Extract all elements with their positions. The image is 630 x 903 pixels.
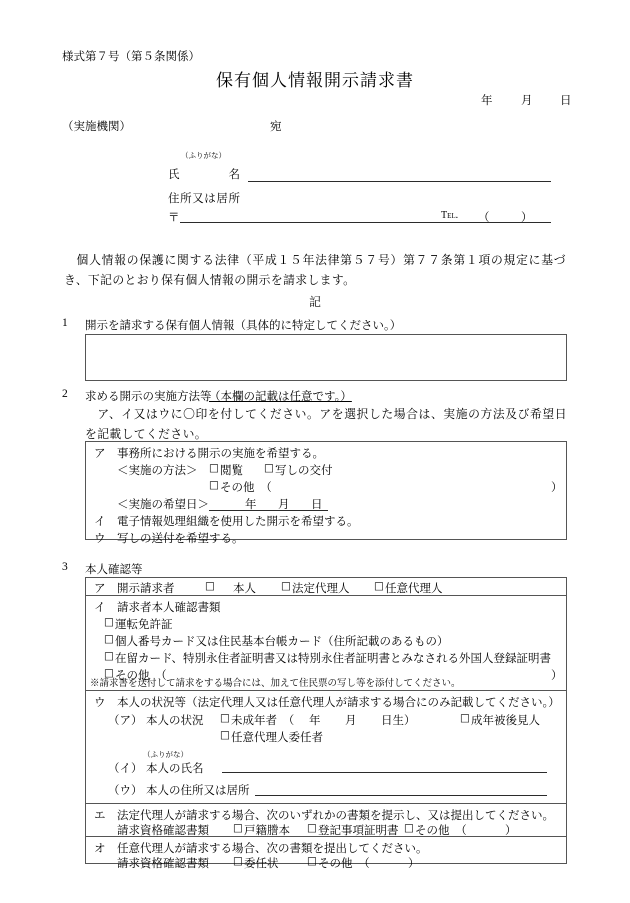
row-o-other-label: その他 （ (318, 858, 370, 870)
name-furigana-label: （ふりがな） (181, 151, 226, 160)
section2-instruction: ア、イ又はウに〇印を付してください。アを選択した場合は、実施の方法及び希望日を記載してください。 (85, 407, 567, 441)
doc-other-close: ） (551, 670, 563, 682)
power-of-attorney-label: 委任状 (244, 858, 279, 870)
sub-u-label: 本人の住所又は居所 (146, 785, 250, 797)
agency-suffix: 宛 (270, 121, 282, 133)
desired-date-label: ＜実施の希望日＞ (117, 499, 209, 511)
doc-residence-card-label: 在留カード、特別永住者証明書又は特別永住者証明書とみなされる外国人登録証明書 (115, 653, 551, 665)
row-o-docs-label: 請求資格確認書類 (117, 858, 209, 870)
checkbox-mynumber-card[interactable]: □ (104, 633, 114, 645)
opt-legal-label: 法定代理人 (292, 583, 350, 595)
sub-a-marker: （ア） (108, 715, 143, 727)
method-other-label: その他 （ (220, 482, 272, 494)
date-month-label: 月 (521, 95, 533, 107)
form-number: 様式第７号（第５条関係） (62, 51, 200, 63)
date-year-label: 年 (481, 95, 493, 107)
page-title: 保有個人情報開示請求書 (216, 71, 414, 90)
sub-u-marker: （ウ） (108, 785, 143, 797)
checkbox-family-register[interactable]: □ (233, 822, 243, 834)
section3-divider-3 (85, 803, 567, 804)
checkbox-copy[interactable]: □ (264, 462, 274, 474)
checkbox-method-other[interactable]: □ (209, 479, 219, 491)
registry-cert-label: 登記事項証明書 (318, 825, 399, 837)
section3-divider-2 (85, 690, 567, 691)
checkbox-delegator[interactable]: □ (220, 729, 230, 741)
checkbox-registry-cert[interactable]: □ (307, 822, 317, 834)
section3-heading: 本人確認等 (85, 564, 143, 576)
legal-statement: 個人情報の保護に関する法律（平成１５年法律第５７号）第７７条第１項の規定に基づき、下記のとおり保有個人情報の開示を請求します。 (64, 253, 566, 287)
section2-number: 2 (62, 388, 68, 400)
row-i-note: ※請求書を送付して請求をする場合には、加えて住民票の写し等を添付してください。 (90, 679, 461, 689)
row-e-label: 法定代理人が請求する場合、次のいずれかの書類を提示し、又は提出してください。 (117, 810, 554, 822)
section1-answer-box[interactable] (85, 334, 567, 381)
checkbox-drivers-license[interactable]: □ (104, 616, 114, 628)
checkbox-power-of-attorney[interactable]: □ (233, 855, 243, 867)
row-o-marker: オ (94, 843, 106, 855)
section3-number: 3 (62, 561, 68, 573)
name-label: 氏 名 (168, 169, 241, 181)
row-e-other-close: ） (505, 825, 517, 837)
checkbox-legal-rep[interactable]: □ (281, 580, 291, 592)
minor-label: 未成年者 （ (231, 715, 295, 727)
row-u-label: 本人の状況等（法定代理人又は任意代理人が請求する場合にのみ記載してください。） (117, 697, 560, 709)
opt-self-label: 本人 (233, 583, 256, 595)
sub-i-furigana-label: （ふりがな） (143, 750, 188, 759)
postal-mark: 〒 (168, 212, 180, 224)
option-u-text: 写しの送付を希望する。 (117, 533, 244, 545)
adult-ward-label: 成年被後見人 (471, 715, 540, 727)
row-o-other-close: ） (408, 858, 420, 870)
option-a-marker[interactable]: ア (94, 448, 106, 460)
family-register-label: 戸籍謄本 (244, 825, 290, 837)
checkbox-adult-ward[interactable]: □ (460, 712, 470, 724)
checkbox-row-o-other[interactable]: □ (307, 855, 317, 867)
sub-i-label: 本人の氏名 (146, 763, 204, 775)
agency-label: （実施機関） (62, 121, 131, 133)
tel-close-paren: ） (521, 212, 533, 224)
row-e-marker: エ (94, 810, 106, 822)
section2-heading-note: （本欄の記載は任意です。） (209, 391, 352, 403)
checkbox-voluntary-rep[interactable]: □ (374, 580, 384, 592)
method-copy-label: 写しの交付 (275, 465, 333, 477)
checkbox-minor[interactable]: □ (220, 712, 230, 724)
name-input-rule[interactable] (248, 181, 551, 182)
tel-label: Tel. (441, 210, 459, 221)
checkbox-doc-other[interactable]: □ (104, 667, 114, 679)
minor-day: 日生） (381, 715, 416, 727)
sub-a-label: 本人の状況 (146, 715, 204, 727)
option-i-text: 電子情報処理組織を使用した開示を希望する。 (117, 516, 359, 528)
method-browse-label: 閲覧 (220, 465, 243, 477)
row-a-marker: ア (94, 583, 106, 595)
desired-date-day: 日 (311, 499, 323, 511)
checkbox-browse[interactable]: □ (209, 462, 219, 474)
delegator-label: 任意代理人委任者 (231, 732, 323, 744)
address-label: 住所又は居所 (168, 193, 241, 205)
row-i-label: 請求者本人確認書類 (117, 602, 221, 614)
row-a-label: 開示請求者 (117, 583, 175, 595)
date-day-label: 日 (560, 95, 572, 107)
section2-heading: 求める開示の実施方法等 (85, 391, 212, 403)
row-i-marker: イ (94, 602, 106, 614)
principal-name-rule[interactable] (222, 772, 547, 773)
section1-heading: 開示を請求する保有個人情報（具体的に特定してください。） (85, 320, 402, 332)
ki-marker: 記 (309, 295, 321, 309)
option-a-text: 事務所における開示の実施を希望する。 (117, 448, 324, 460)
checkbox-self[interactable]: □ (205, 580, 215, 592)
row-e-other-label: その他 （ (415, 825, 467, 837)
row-u-marker: ウ (94, 697, 106, 709)
sub-i-marker: （イ） (108, 763, 143, 775)
desired-date-year: 年 (245, 499, 257, 511)
option-i-marker[interactable]: イ (94, 516, 106, 528)
doc-other-label: その他 （ (115, 670, 167, 682)
checkbox-row-e-other[interactable]: □ (404, 822, 414, 834)
principal-address-rule[interactable] (255, 795, 547, 796)
tel-open-paren: （ (478, 212, 490, 224)
minor-year: 年 (309, 715, 321, 727)
row-o-label: 任意代理人が請求する場合、次の書類を提出してください。 (117, 843, 428, 855)
method-label: ＜実施の方法＞ (117, 465, 198, 477)
checkbox-residence-card[interactable]: □ (104, 650, 114, 662)
minor-month: 月 (345, 715, 357, 727)
doc-mynumber-card-label: 個人番号カード又は住民基本台帳カード（住所記載のあるもの） (115, 636, 449, 648)
method-other-close: ） (551, 482, 563, 494)
section1-number: 1 (62, 317, 68, 329)
address-input-rule[interactable] (180, 222, 551, 223)
row-e-docs-label: 請求資格確認書類 (117, 825, 209, 837)
doc-drivers-license-label: 運転免許証 (115, 619, 173, 631)
opt-voluntary-label: 任意代理人 (385, 583, 443, 595)
option-u-marker[interactable]: ウ (94, 533, 106, 545)
desired-date-month: 月 (278, 499, 290, 511)
